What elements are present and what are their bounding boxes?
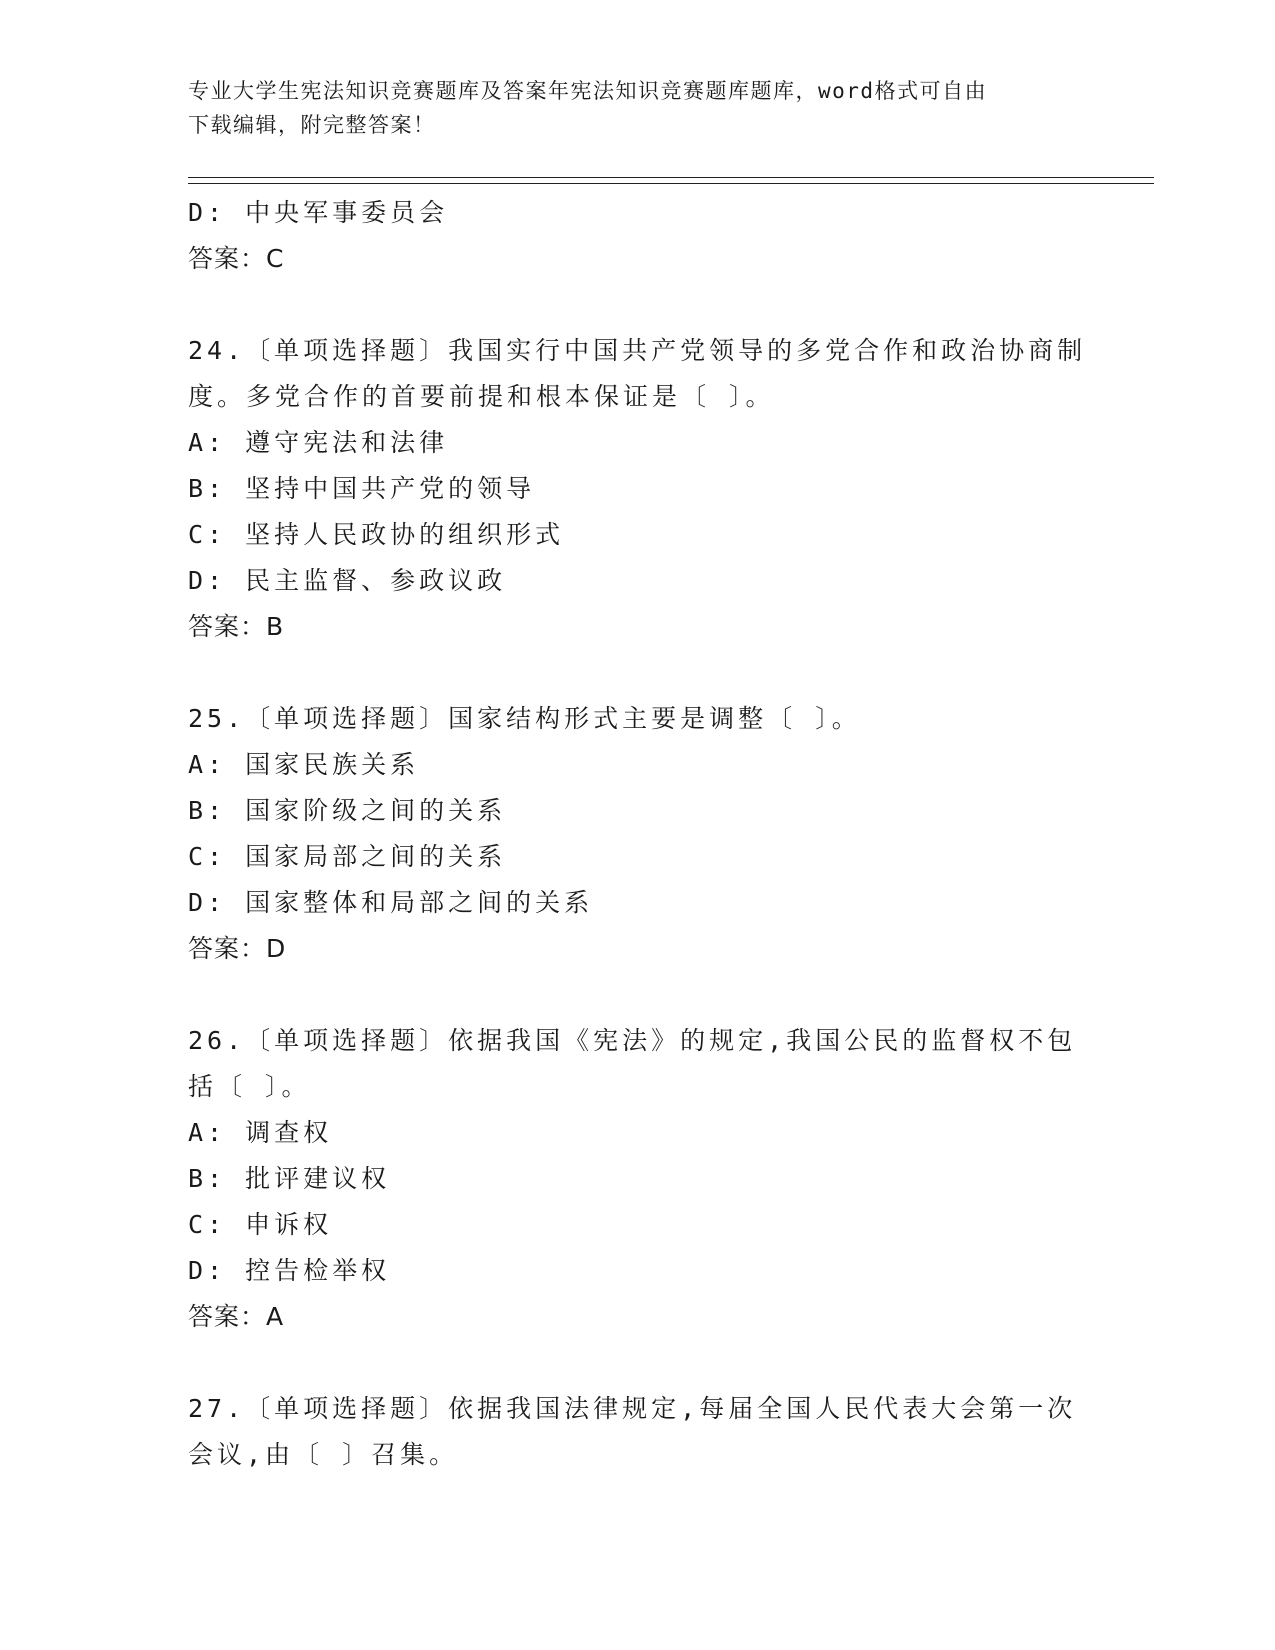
q27-stem-line-2: 会议,由〔 〕召集。 bbox=[188, 1440, 459, 1469]
q25-option-c: C: 国家局部之间的关系 bbox=[188, 842, 507, 871]
q26-stem-line-1: 26.〔单项选择题〕依据我国《宪法》的规定,我国公民的监督权不包 bbox=[188, 1026, 1077, 1055]
q27-stem-line-1: 27.〔单项选择题〕依据我国法律规定,每届全国人民代表大会第一次 bbox=[188, 1394, 1077, 1423]
header-divider-thick bbox=[188, 177, 1154, 178]
q26-option-d: D: 控告检举权 bbox=[188, 1256, 391, 1285]
header-line-1: 专业大学生宪法知识竞赛题库及答案年宪法知识竞赛题库题库，word格式可自由 bbox=[188, 79, 988, 103]
q26-option-a: A: 调查权 bbox=[188, 1118, 333, 1147]
q25-answer: 答案：D bbox=[188, 934, 287, 963]
q25-stem-line-1: 25.〔单项选择题〕国家结构形式主要是调整〔 〕。 bbox=[188, 704, 861, 733]
spacer bbox=[188, 650, 1088, 696]
header-divider-thin bbox=[188, 183, 1154, 184]
spacer bbox=[188, 972, 1088, 1018]
q26-option-b: B: 批评建议权 bbox=[188, 1164, 391, 1193]
question-list bbox=[188, 190, 1088, 1478]
q23-answer: 答案：C bbox=[188, 244, 285, 273]
q24-option-c: C: 坚持人民政协的组织形式 bbox=[188, 520, 565, 549]
document-header bbox=[188, 74, 1068, 142]
q24-stem-line-2: 度。多党合作的首要前提和根本保证是〔 〕。 bbox=[188, 382, 775, 411]
q24-stem-line-1: 24.〔单项选择题〕我国实行中国共产党领导的多党合作和政治协商制 bbox=[188, 336, 1087, 365]
q24-answer: 答案：B bbox=[188, 612, 285, 641]
spacer bbox=[188, 282, 1088, 328]
q26-stem-line-2: 括〔 〕。 bbox=[188, 1072, 311, 1101]
q23-option-d: D: 中央军事委员会 bbox=[188, 198, 449, 227]
q25-option-a: A: 国家民族关系 bbox=[188, 750, 420, 779]
q24-option-a: A: 遵守宪法和法律 bbox=[188, 428, 449, 457]
header-line-2: 下载编辑，附完整答案！ bbox=[188, 113, 436, 137]
q26-answer: 答案：A bbox=[188, 1302, 285, 1331]
spacer bbox=[188, 1340, 1088, 1386]
q24-option-b: B: 坚持中国共产党的领导 bbox=[188, 474, 536, 503]
q25-option-d: D: 国家整体和局部之间的关系 bbox=[188, 888, 594, 917]
q24-option-d: D: 民主监督、参政议政 bbox=[188, 566, 507, 595]
q26-option-c: C: 申诉权 bbox=[188, 1210, 333, 1239]
q25-option-b: B: 国家阶级之间的关系 bbox=[188, 796, 507, 825]
